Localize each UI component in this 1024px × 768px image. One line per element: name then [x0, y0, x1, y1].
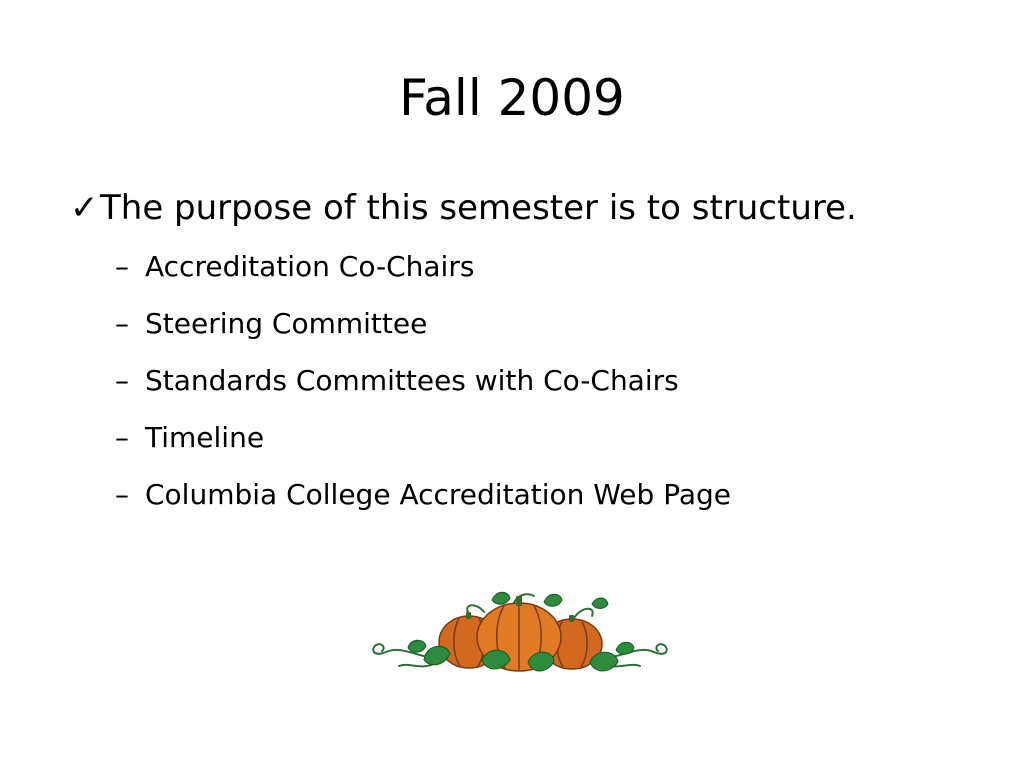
- dash-marker: –: [115, 250, 129, 283]
- sub-bullet-list: [115, 244, 731, 529]
- sub-bullet-item: [115, 415, 731, 472]
- dash-marker: –: [115, 307, 129, 340]
- slide-title: Fall 2009: [399, 69, 625, 127]
- sub-bullet-item: [115, 244, 731, 301]
- sub-bullet-text: Steering Committee: [145, 307, 428, 340]
- sub-bullet-item: [115, 301, 731, 358]
- sub-bullet-text: Columbia College Accreditation Web Page: [145, 478, 731, 511]
- sub-bullet-item: [115, 472, 731, 529]
- dash-marker: –: [115, 421, 129, 454]
- pumpkins-clipart: [364, 582, 676, 682]
- sub-bullet-text: Timeline: [145, 421, 265, 454]
- sub-bullet-text: Accreditation Co-Chairs: [145, 250, 475, 283]
- dash-marker: –: [115, 364, 129, 397]
- main-bullet-text: The purpose of this semester is to structure.: [100, 188, 857, 228]
- main-bullet: [70, 183, 1000, 233]
- sub-bullet-item: [115, 358, 731, 415]
- checkmark-icon: ✓: [70, 188, 99, 228]
- sub-bullet-text: Standards Committees with Co-Chairs: [145, 364, 679, 397]
- dash-marker: –: [115, 478, 129, 511]
